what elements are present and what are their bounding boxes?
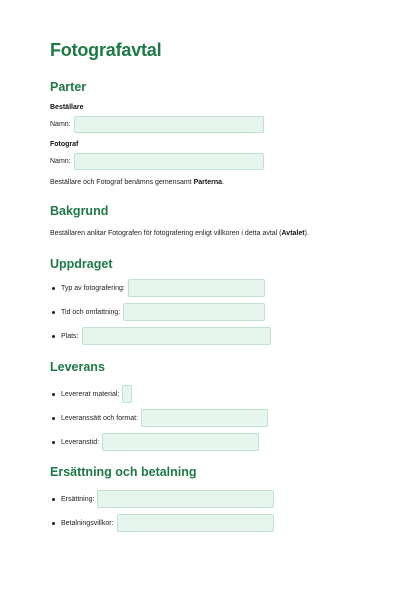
fotograf-name-label: Namn: [50, 158, 71, 165]
section-heading-uppdraget: Uppdraget [50, 257, 113, 271]
levererat-material-field[interactable] [122, 385, 132, 403]
bestallare-label: Beställare [50, 104, 84, 111]
uppdraget-item-label: Typ av fotografering: [61, 284, 125, 292]
bullet [52, 522, 55, 525]
section-heading-ersattning: Ersättning och betalning [50, 465, 197, 479]
uppdraget-item [50, 327, 271, 345]
parterna-note-prefix: Beställare och Fotograf benämns gemensamt [50, 179, 194, 186]
typ-av-fotografering-field[interactable] [128, 279, 265, 297]
bakgrund-text-bold: Avtalet [281, 230, 305, 237]
section-heading-parter: Parter [50, 80, 87, 94]
bakgrund-text-prefix: Beställaren anlitar Fotografen för fotografering enligt villkoren i detta avtal ( [50, 230, 282, 237]
section-heading-leverans: Leverans [50, 360, 105, 374]
uppdraget-item-label: Plats: [61, 332, 79, 340]
betalningsvillkor-field[interactable] [117, 514, 274, 532]
leverans-item-label: Leveranssätt och format: [61, 414, 139, 422]
bestallare-name-label: Namn: [50, 121, 71, 128]
uppdraget-item-label: Tid och omfattning: [61, 308, 121, 316]
tid-och-omfattning-field[interactable] [123, 303, 265, 321]
ersattning-item-label: Ersättning: [61, 495, 95, 503]
fotograf-name-field[interactable] [74, 153, 264, 170]
fotograf-name-row [50, 153, 264, 170]
bullet [52, 417, 55, 420]
bullet [52, 498, 55, 501]
leverans-item [50, 433, 259, 451]
uppdraget-item [50, 279, 265, 297]
plats-field[interactable] [82, 327, 271, 345]
ersattning-item [50, 514, 274, 532]
bullet [52, 287, 55, 290]
bestallare-name-field[interactable] [74, 116, 264, 133]
uppdraget-item [50, 303, 265, 321]
bullet [52, 335, 55, 338]
bullet [52, 393, 55, 396]
bakgrund-text-suffix: ). [304, 230, 309, 237]
bullet [52, 311, 55, 314]
bullet [52, 441, 55, 444]
leverans-item [50, 409, 268, 427]
ersattning-item-label: Betalningsvillkor: [61, 519, 114, 527]
fotograf-label: Fotograf [50, 141, 79, 148]
parterna-note-suffix: . [221, 179, 224, 186]
parterna-note [50, 179, 224, 186]
document-title: Fotografavtal [50, 40, 162, 60]
ersattning-field[interactable] [97, 490, 274, 508]
bakgrund-text [50, 230, 309, 237]
leverans-item [50, 385, 132, 403]
leveranstid-field[interactable] [102, 433, 259, 451]
bestallare-name-row [50, 116, 264, 133]
parterna-note-bold: Parterna [193, 179, 222, 186]
section-heading-bakgrund: Bakgrund [50, 204, 109, 218]
leveranssatt-field[interactable] [141, 409, 268, 427]
leverans-item-label: Leveranstid: [61, 438, 100, 446]
ersattning-item [50, 490, 274, 508]
leverans-item-label: Levererat material: [61, 390, 120, 398]
